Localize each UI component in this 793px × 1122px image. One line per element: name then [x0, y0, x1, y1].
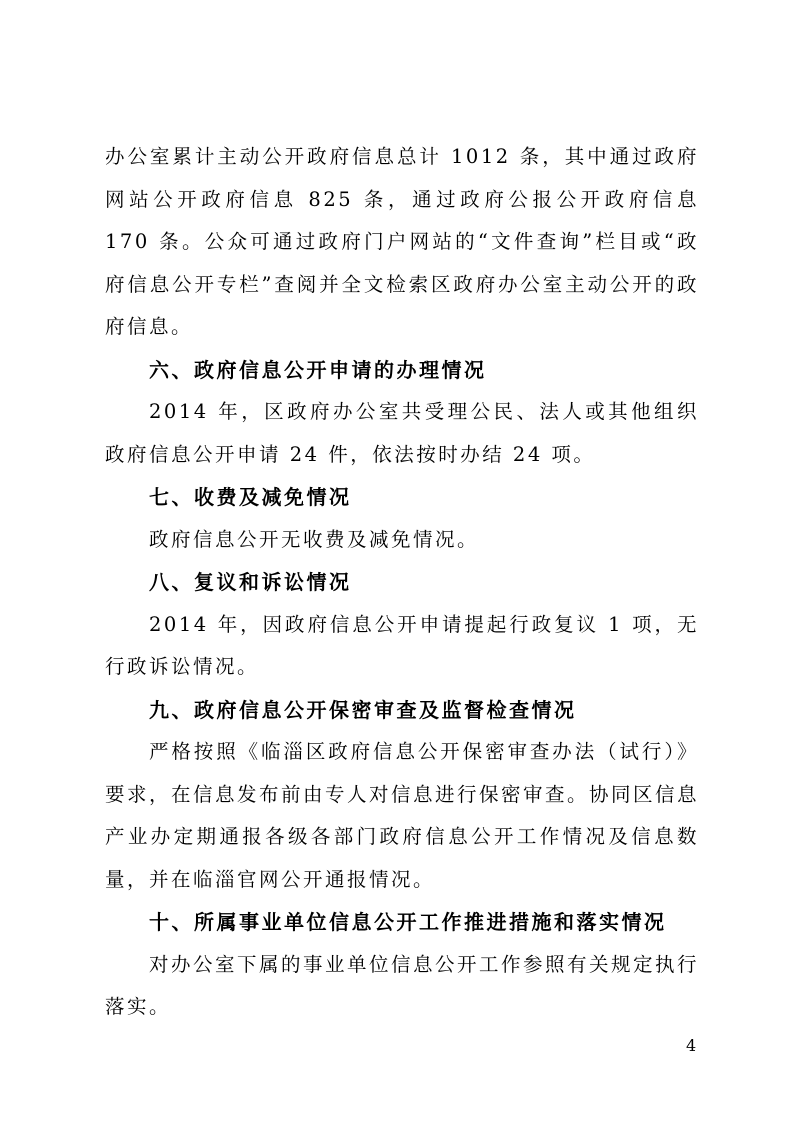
paragraph-review-litigation: 2014 年，因政府信息公开申请提起行政复议 1 项，无行政诉讼情况。	[105, 612, 699, 678]
document-body	[105, 136, 699, 1029]
section-heading-9-confidentiality-review: 九、政府信息公开保密审查及监督检查情况	[149, 697, 577, 722]
section-heading-6-application-handling: 六、政府信息公开申请的办理情况	[149, 357, 487, 382]
section-heading-10-subordinate-units: 十、所属事业单位信息公开工作推进措施和落实情况	[149, 910, 667, 934]
section-heading-7-fees-reductions: 七、收费及减免情况	[149, 485, 352, 509]
paragraph-confidentiality-review: 严格按照《临淄区政府信息公开保密审查办法（试行）》要求，在信息发布前由专人对信息进行保密审查。协同区信息产业办定期通报各级各部门政府信息公开工作情况及信息数量，并在临淄官网公开通报情况。	[105, 740, 700, 891]
paragraph-application-handling: 2014 年，区政府办公室共受理公民、法人或其他组织政府信息公开申请 24 件，依法按时办结 24 项。	[105, 400, 699, 466]
paragraph-fees-reductions: 政府信息公开无收费及减免情况。	[149, 527, 480, 551]
section-heading-8-review-litigation: 八、复议和诉讼情况	[149, 570, 352, 594]
paragraph-subordinate-units: 对办公室下属的事业单位信息公开工作参照有关规定执行落实。	[105, 952, 700, 1018]
paragraph-disclosure-totals: 办公室累计主动公开政府信息总计 1012 条，其中通过政府网站公开政府信息 825 条，通过政府公报公开政府信息 170 条。公众可通过政府门户网站的“文件查询”栏目或“政府信息公开专栏”查阅并全文检索区政府办公室主动公开的政府信息。	[105, 145, 699, 338]
page-number: 4	[686, 1036, 697, 1055]
